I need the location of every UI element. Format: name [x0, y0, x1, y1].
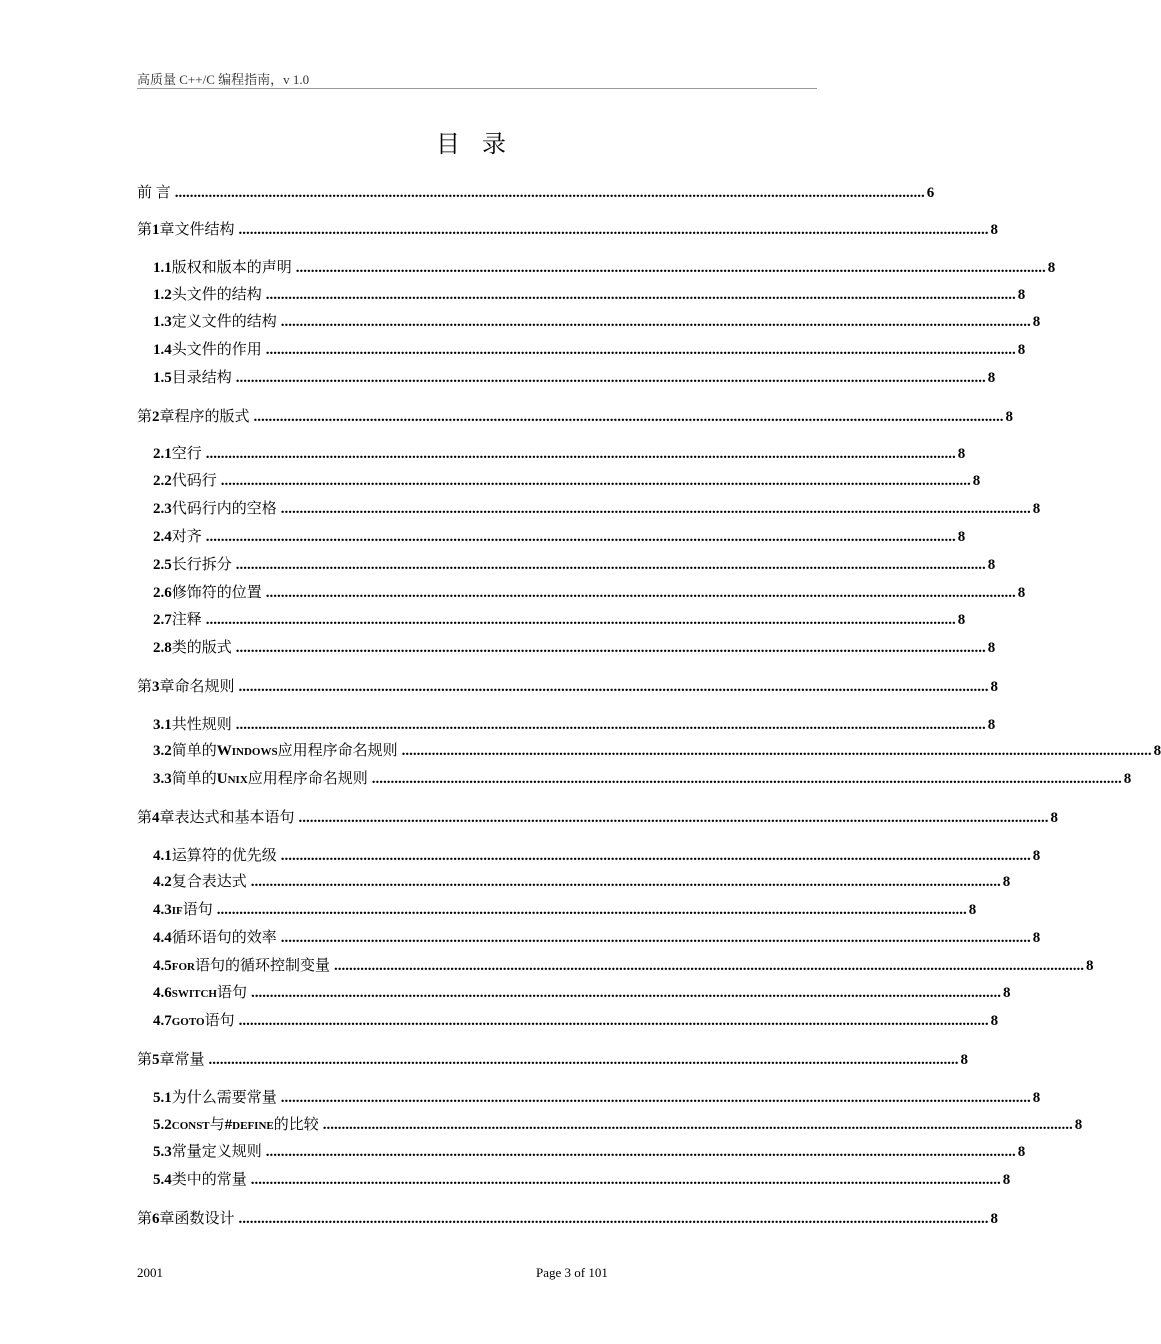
entry-number: 3.2 [153, 743, 172, 759]
dot-leader: ........................................................................................................................................................................................................ [235, 557, 986, 573]
entry-page-number: 8 [972, 473, 981, 489]
chapter-prefix: 第 [137, 222, 153, 238]
entry-label: 前 言 [137, 185, 171, 201]
header-rule [137, 88, 817, 89]
toc-section-entry[interactable] [153, 1170, 1011, 1190]
dot-leader: ........................................................................................................................................................................................................ [280, 930, 1031, 946]
dot-leader: ........................................................................................................................................................................................................ [238, 1013, 989, 1029]
entry-page-number: 8 [990, 222, 999, 238]
entry-page-number: 6 [926, 185, 935, 201]
entry-label: 语句 [182, 902, 213, 918]
dot-leader: ........................................................................................................................................................................................................ [250, 1172, 1001, 1188]
dot-leader: ........................................................................................................................................................................................................ [371, 771, 1122, 787]
entry-label: 语句的循环控制变量 [194, 958, 330, 974]
dot-leader: ........................................................................................................................................................................................................ [238, 679, 989, 695]
entry-page-number: 8 [990, 1013, 999, 1029]
toc-chapter-entry[interactable] [137, 677, 999, 697]
entry-number: 4.1 [153, 848, 172, 864]
dot-leader: ........................................................................................................................................................................................................ [401, 743, 1152, 759]
entry-label: 语句 [204, 1013, 235, 1029]
dot-leader: ........................................................................................................................................................................................................ [205, 446, 956, 462]
entry-page-number: 8 [957, 612, 966, 628]
chapter-suffix: 章 [159, 222, 175, 238]
dot-leader: ........................................................................................................................................................................................................ [322, 1117, 1073, 1133]
entry-number: 4.5 [153, 958, 172, 974]
toc-section-entry[interactable] [153, 956, 1094, 976]
entry-number: 3.3 [153, 771, 172, 787]
toc-section-entry[interactable] [153, 285, 1026, 305]
entry-number: 5.4 [153, 1172, 172, 1188]
entry-page-number: 8 [1153, 743, 1161, 759]
entry-page-number: 8 [987, 717, 996, 733]
entry-label: 头文件的作用 [171, 342, 262, 358]
entry-label: 代码行 [171, 473, 217, 489]
entry-page-number: 8 [1123, 771, 1132, 787]
toc-chapter-entry[interactable] [137, 1209, 999, 1229]
dot-leader: ........................................................................................................................................................................................................ [235, 717, 986, 733]
entry-number: 5 [152, 1052, 160, 1068]
toc-section-entry[interactable] [153, 715, 996, 735]
entry-code-term: const [171, 1117, 210, 1133]
entry-number: 1.5 [153, 370, 172, 386]
footer-year: 2001 [137, 1265, 163, 1280]
toc-section-entry[interactable] [153, 900, 977, 920]
entry-page-number: 8 [1017, 287, 1026, 303]
entry-page-number: 8 [1032, 314, 1041, 330]
entry-label: 类中的常量 [171, 1172, 247, 1188]
dot-leader: ........................................................................................................................................................................................................ [280, 314, 1031, 330]
entry-number: 2.6 [153, 585, 172, 601]
entry-number: 5.1 [153, 1090, 172, 1106]
toc-section-entry[interactable] [153, 312, 1041, 332]
entry-label: 修饰符的位置 [171, 585, 262, 601]
toc-section-entry[interactable] [153, 769, 1132, 789]
chapter-prefix: 第 [137, 679, 153, 695]
entry-page-number: 8 [990, 679, 999, 695]
chapter-suffix: 章 [159, 1211, 175, 1227]
entry-label: 运算符的优先级 [171, 848, 277, 864]
entry-code-term: Windows [216, 743, 278, 759]
entry-number: 4.6 [153, 985, 172, 1001]
entry-label-connector: 与 [209, 1117, 225, 1133]
entry-label-prefix: 简单的 [171, 771, 217, 787]
dot-leader: ........................................................................................................................................................................................................ [238, 222, 989, 238]
entry-label: 为什么需要常量 [171, 1090, 277, 1106]
toc-section-entry[interactable] [153, 583, 1026, 603]
entry-label: 循环语句的效率 [171, 930, 277, 946]
chapter-prefix: 第 [137, 1052, 153, 1068]
dot-leader: ........................................................................................................................................................................................................ [216, 902, 967, 918]
entry-page-number: 8 [1032, 848, 1041, 864]
entry-label: 代码行内的空格 [171, 501, 277, 517]
entry-label: 对齐 [171, 529, 202, 545]
entry-page-number: 8 [1017, 585, 1026, 601]
toc-section-entry[interactable] [153, 471, 981, 491]
entry-number: 4 [152, 810, 160, 826]
entry-number: 2 [152, 409, 160, 425]
entry-number: 2.8 [153, 640, 172, 656]
toc-chapter-entry[interactable] [137, 220, 999, 240]
entry-number: 2.5 [153, 557, 172, 573]
entry-label: 命名规则 [174, 679, 235, 695]
entry-number: 1.2 [153, 287, 172, 303]
dot-leader: ........................................................................................................................................................................................................ [280, 848, 1031, 864]
toc-section-entry[interactable] [153, 499, 1041, 519]
dot-leader: ........................................................................................................................................................................................................ [265, 287, 1016, 303]
dot-leader: ........................................................................................................................................................................................................ [295, 260, 1046, 276]
entry-number: 1.4 [153, 342, 172, 358]
chapter-prefix: 第 [137, 810, 153, 826]
dot-leader: ........................................................................................................................................................................................................ [235, 640, 986, 656]
toc-section-entry[interactable] [153, 983, 1011, 1003]
entry-number: 4.4 [153, 930, 172, 946]
entry-code-term: Unix [216, 771, 248, 787]
entry-code-term: switch [171, 985, 217, 1001]
entry-label: 长行拆分 [171, 557, 232, 573]
entry-number: 2.7 [153, 612, 172, 628]
toc-section-entry[interactable] [153, 1011, 999, 1031]
toc-preface-entry[interactable] [137, 183, 935, 203]
entry-number: 4.3 [153, 902, 172, 918]
entry-number: 2.4 [153, 529, 172, 545]
entry-page-number: 8 [957, 529, 966, 545]
toc-section-entry[interactable] [153, 1115, 1083, 1135]
dot-leader: ........................................................................................................................................................................................................ [235, 370, 986, 386]
entry-code-term-2: #define [224, 1117, 274, 1133]
entry-page-number: 8 [990, 1211, 999, 1227]
entry-page-number: 8 [960, 1052, 969, 1068]
entry-page-number: 8 [1002, 874, 1011, 890]
chapter-suffix: 章 [159, 679, 175, 695]
dot-leader: ........................................................................................................................................................................................................ [265, 1144, 1016, 1160]
toc-section-entry[interactable] [153, 555, 996, 575]
dot-leader: ........................................................................................................................................................................................................ [205, 529, 956, 545]
entry-label-prefix: 简单的 [171, 743, 217, 759]
toc-title: 目 录 [436, 132, 514, 158]
entry-number: 2.3 [153, 501, 172, 517]
entry-label: 类的版式 [171, 640, 232, 656]
entry-code-term: if [171, 902, 183, 918]
entry-label: 版权和版本的声明 [171, 260, 292, 276]
entry-page-number: 8 [1050, 810, 1059, 826]
entry-page-number: 8 [1086, 958, 1094, 974]
entry-label: 文件结构 [174, 222, 235, 238]
dot-leader: ........................................................................................................................................................................................................ [298, 810, 1049, 826]
entry-page-number: 8 [1032, 1090, 1041, 1106]
entry-label: 复合表达式 [171, 874, 247, 890]
running-header: 高质量 C++/C 编程指南，v 1.0 [137, 72, 310, 87]
entry-number: 1 [152, 222, 160, 238]
entry-code-term: goto [171, 1013, 205, 1029]
entry-page-number: 8 [987, 557, 996, 573]
entry-label: 头文件的结构 [171, 287, 262, 303]
entry-label: 应用程序命名规则 [277, 743, 398, 759]
entry-page-number: 8 [957, 446, 966, 462]
entry-label: 定义文件的结构 [171, 314, 277, 330]
dot-leader: ........................................................................................................................................................................................................ [265, 585, 1016, 601]
dot-leader: ........................................................................................................................................................................................................ [238, 1211, 989, 1227]
entry-number: 1.3 [153, 314, 172, 330]
entry-page-number: 8 [987, 370, 996, 386]
entry-label: 的比较 [273, 1117, 319, 1133]
dot-leader: ........................................................................................................................................................................................................ [251, 985, 1002, 1001]
toc-section-entry[interactable] [153, 527, 966, 547]
entry-page-number: 8 [1032, 930, 1041, 946]
entry-code-term: for [171, 958, 195, 974]
entry-label: 空行 [171, 446, 202, 462]
entry-number: 3 [152, 679, 160, 695]
toc-chapter-entry[interactable] [137, 1050, 969, 1070]
entry-page-number: 8 [1017, 342, 1026, 358]
dot-leader: ........................................................................................................................................................................................................ [280, 1090, 1031, 1106]
toc-section-entry[interactable] [153, 368, 996, 388]
toc-section-entry[interactable] [153, 444, 966, 464]
dot-leader: ........................................................................................................................................................................................................ [205, 612, 956, 628]
chapter-suffix: 章 [159, 1052, 175, 1068]
entry-page-number: 8 [1032, 501, 1041, 517]
toc-section-entry[interactable] [153, 928, 1041, 948]
toc-section-entry[interactable] [153, 340, 1026, 360]
entry-label: 注释 [171, 612, 202, 628]
toc-section-entry[interactable] [153, 1088, 1041, 1108]
entry-page-number: 8 [987, 640, 996, 656]
entry-number: 4.2 [153, 874, 172, 890]
dot-leader: ........................................................................................................................................................................................................ [220, 473, 971, 489]
toc-section-entry[interactable] [153, 610, 966, 630]
toc-section-entry[interactable] [153, 872, 1011, 892]
entry-label: 表达式和基本语句 [174, 810, 295, 826]
toc-chapter-entry[interactable] [137, 407, 1014, 427]
footer-page-number: Page 3 of 101 [536, 1265, 608, 1280]
toc-chapter-entry[interactable] [137, 808, 1059, 828]
chapter-prefix: 第 [137, 409, 153, 425]
entry-number: 2.1 [153, 446, 172, 462]
entry-number: 4.7 [153, 1013, 172, 1029]
entry-label: 共性规则 [171, 717, 232, 733]
entry-page-number: 8 [1005, 409, 1014, 425]
dot-leader: ........................................................................................................................................................................................................ [174, 185, 925, 201]
dot-leader: ........................................................................................................................................................................................................ [250, 874, 1001, 890]
toc-section-entry[interactable] [153, 258, 1056, 278]
entry-page-number: 8 [1074, 1117, 1083, 1133]
dot-leader: ........................................................................................................................................................................................................ [280, 501, 1031, 517]
dot-leader: ........................................................................................................................................................................................................ [253, 409, 1004, 425]
entry-label: 目录结构 [171, 370, 232, 386]
entry-label: 应用程序命名规则 [247, 771, 368, 787]
entry-label: 语句 [217, 985, 248, 1001]
dot-leader: ........................................................................................................................................................................................................ [334, 958, 1084, 974]
entry-number: 6 [152, 1211, 160, 1227]
toc-section-entry[interactable] [153, 1142, 1026, 1162]
entry-number: 1.1 [153, 260, 172, 276]
entry-page-number: 8 [1003, 985, 1011, 1001]
entry-number: 5.2 [153, 1117, 172, 1133]
entry-page-number: 8 [1002, 1172, 1011, 1188]
dot-leader: ........................................................................................................................................................................................................ [265, 342, 1016, 358]
entry-page-number: 8 [1047, 260, 1056, 276]
entry-page-number: 8 [1017, 1144, 1026, 1160]
chapter-suffix: 章 [159, 409, 175, 425]
entry-label: 常量定义规则 [171, 1144, 262, 1160]
toc-section-entry[interactable] [153, 741, 1161, 761]
entry-label: 函数设计 [174, 1211, 235, 1227]
dot-leader: ........................................................................................................................................................................................................ [208, 1052, 959, 1068]
entry-label: 常量 [174, 1052, 205, 1068]
entry-page-number: 8 [968, 902, 977, 918]
entry-label: 程序的版式 [174, 409, 250, 425]
toc-section-entry[interactable] [153, 846, 1041, 866]
entry-number: 5.3 [153, 1144, 172, 1160]
entry-number: 2.2 [153, 473, 172, 489]
toc-section-entry[interactable] [153, 638, 996, 658]
chapter-prefix: 第 [137, 1211, 153, 1227]
chapter-suffix: 章 [159, 810, 175, 826]
entry-number: 3.1 [153, 717, 172, 733]
